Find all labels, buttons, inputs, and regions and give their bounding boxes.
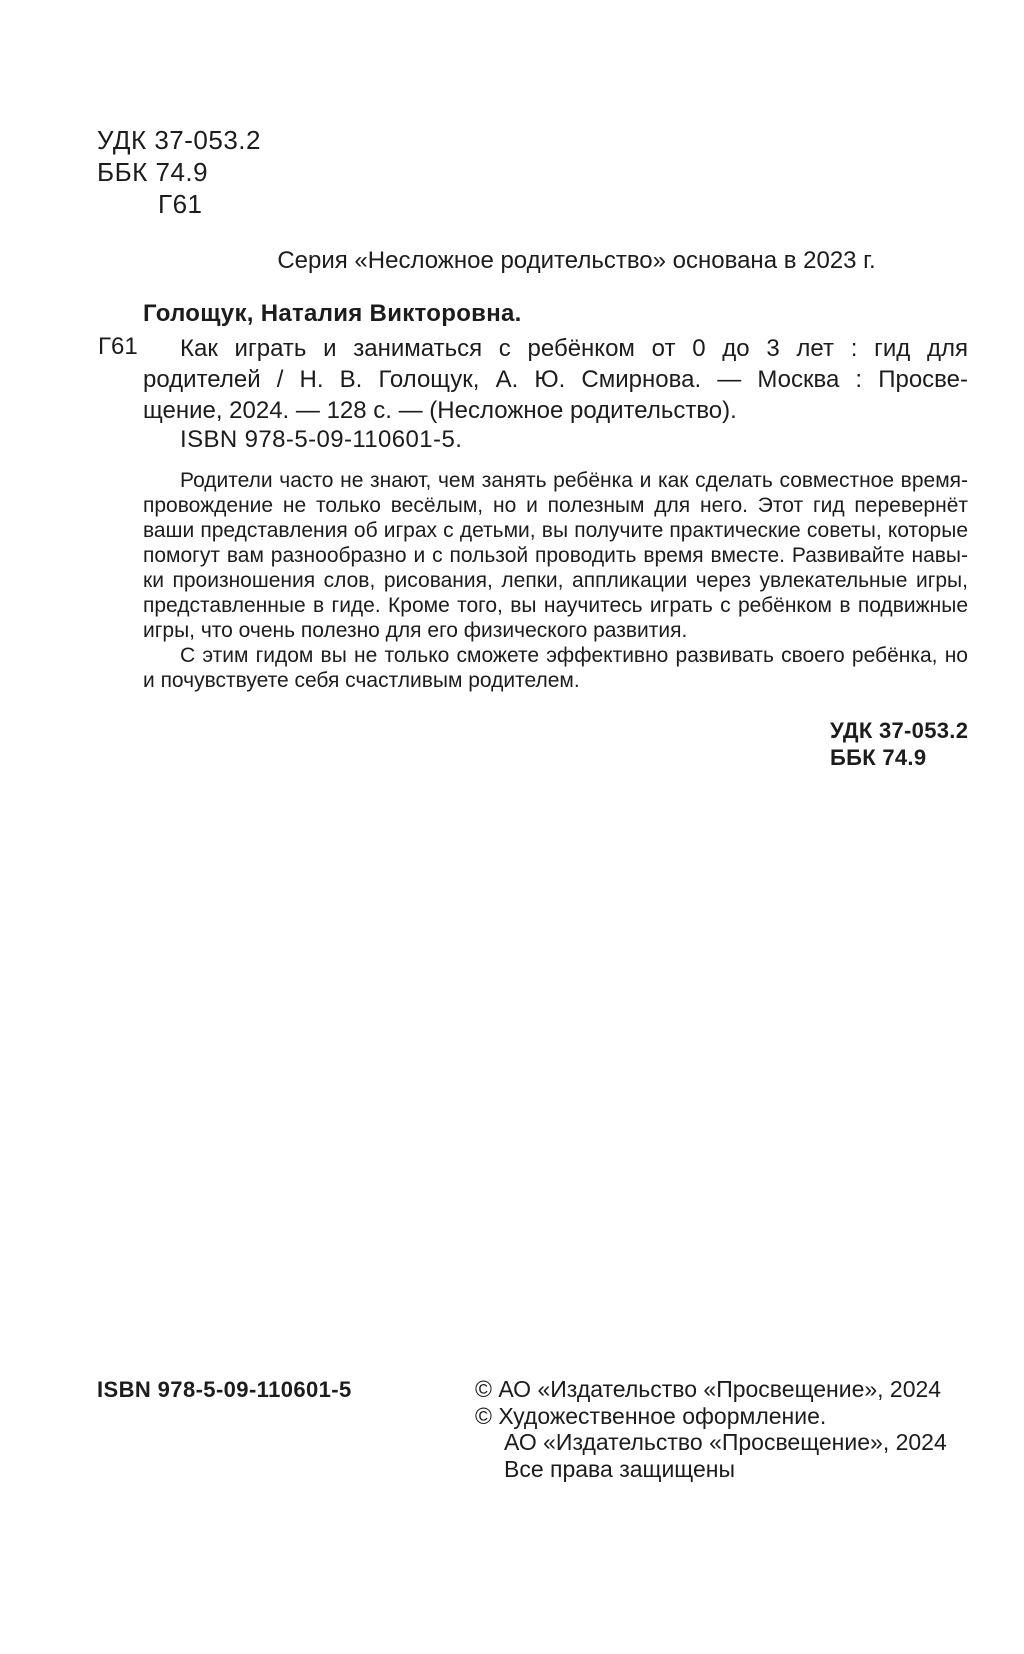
catalog-entry-code: Г61	[98, 333, 138, 360]
text-line: © АО «Издательство «Просвещение», 2024	[475, 1376, 942, 1402]
text-line: АО «Издательство «Просвещение», 2024	[504, 1429, 947, 1456]
author-heading: Голощук, Наталия Викторовна.	[143, 300, 522, 327]
text-line: провождение не только весёлым, но и полезным для него. Этот гид перевернёт	[143, 494, 968, 517]
imprint-isbn: ISBN 978-5-09-110601-5	[97, 1377, 352, 1402]
bottom-classification-block	[830, 717, 968, 771]
bbk-code-footer: ББК 74.9	[830, 745, 927, 770]
text-line: игры, что очень полезно для его физического развития.	[143, 619, 688, 642]
copyright-block	[475, 1376, 947, 1483]
text-line: представленные в гиде. Кроме того, вы научитесь играть с ребёнком в подвижные	[143, 594, 968, 617]
text-line: © Художественное оформление.	[475, 1402, 827, 1429]
catalog-isbn: ISBN 978-5-09-110601-5.	[180, 426, 463, 453]
annotation-block	[143, 468, 968, 693]
text-line: щение, 2024. — 128 с. — (Несложное родительство).	[143, 397, 737, 424]
top-classification-block	[97, 124, 261, 220]
author-sign-code: Г61	[158, 189, 203, 219]
text-line: Как играть и заниматься с ребёнком от 0 до 3 лет : гид для	[180, 335, 968, 362]
bbk-code: ББК 74.9	[97, 157, 209, 187]
bibliographic-description	[143, 333, 968, 426]
annotation-paragraph-2	[143, 643, 968, 693]
text-line: ки произношения слов, рисования, лепки, аппликации через увлекательные игры,	[143, 569, 968, 592]
text-line: Все права защищены	[504, 1456, 735, 1483]
text-line: и почувствуете себя счастливым родителем.	[143, 669, 580, 692]
udk-code: УДК 37-053.2	[97, 125, 261, 155]
text-line: ваши представления об играх с детьми, вы получите практические советы, которые	[143, 519, 968, 542]
text-line: С этим гидом вы не только сможете эффективно развивать своего ребёнка, но	[180, 644, 968, 667]
series-note: Серия «Несложное родительство» основана в 2023 г.	[277, 247, 876, 274]
text-line: Родители часто не знают, чем занять ребёнка и как сделать совместное время-	[180, 469, 968, 492]
udk-code-footer: УДК 37-053.2	[830, 718, 969, 743]
text-line: родителей / Н. В. Голощук, А. Ю. Смирнова. — Москва : Просве-	[143, 366, 968, 393]
annotation-paragraph-1	[143, 468, 968, 643]
text-line: помогут вам разнообразно и с пользой проводить время вместе. Развивайте навы-	[143, 544, 968, 567]
